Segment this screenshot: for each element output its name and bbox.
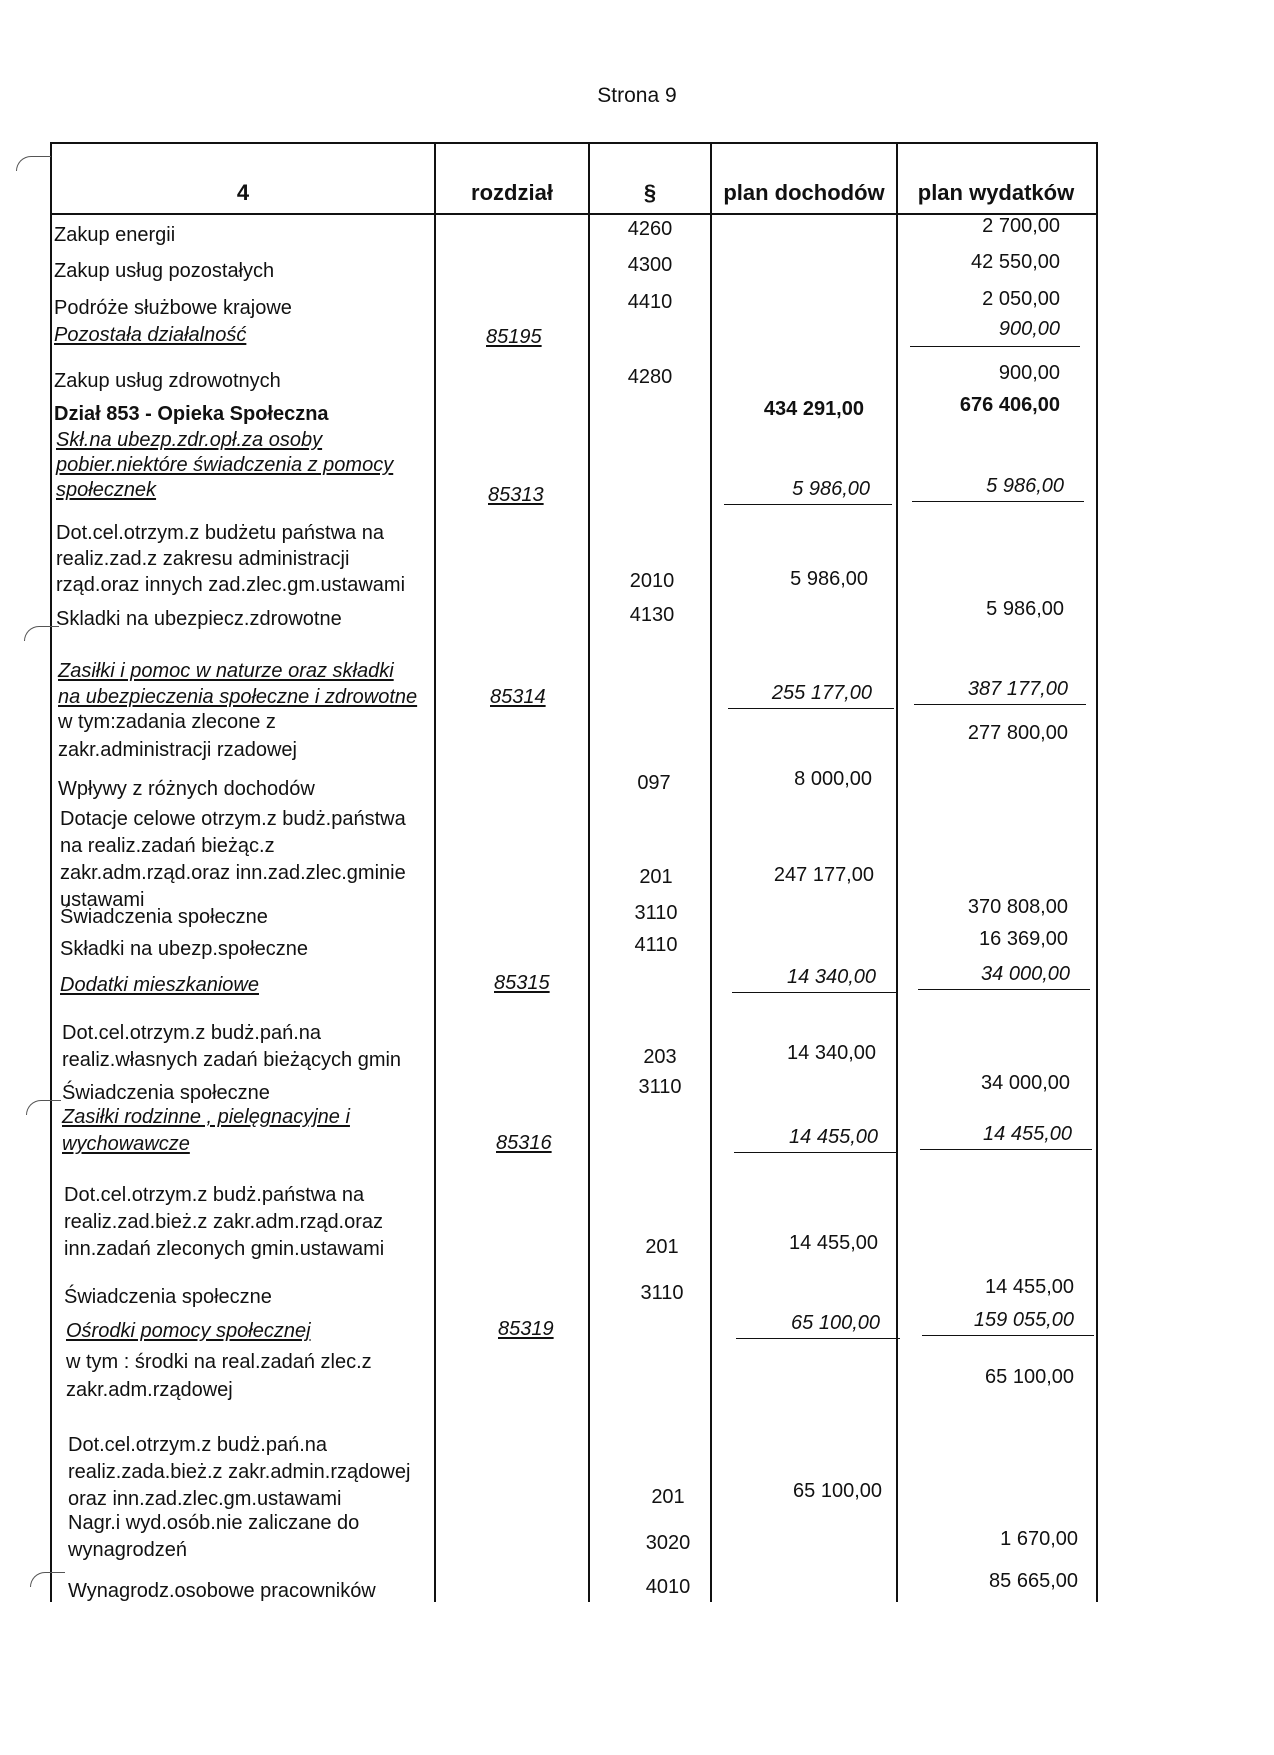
- subtotal-plan-dochodow: 255 177,00: [771, 682, 872, 704]
- subtotal-plan-dochodow: 5 986,00: [792, 478, 870, 500]
- subtotal-underline: [920, 1149, 1092, 1150]
- row-paragraf: 201: [651, 1486, 685, 1508]
- subtotal-plan-wydatkow: 387 177,00: [967, 678, 1068, 700]
- row-plan-wydatkow: 5 986,00: [986, 598, 1064, 620]
- row-plan-dochodow: 65 100,00: [793, 1480, 882, 1502]
- row-paragraf: 203: [643, 1046, 677, 1068]
- subtotal-plan-wydatkow: 900,00: [998, 318, 1060, 340]
- row-plan-wydatkow: 2 700,00: [982, 215, 1060, 237]
- row-paragraf: 3020: [645, 1532, 691, 1554]
- row-name: Wpływy z różnych dochodów: [58, 778, 315, 800]
- row-name: Świadczenia społeczne: [60, 906, 268, 928]
- row-plan-wydatkow: 65 100,00: [985, 1366, 1074, 1388]
- row-name: Zakup usług zdrowotnych: [54, 370, 281, 392]
- row-name: Dot.cel.otrzym.z budż.pań.na realiz.własnych zadań bieżących gmin: [62, 1022, 402, 1071]
- row-rozdzial: 85315: [494, 972, 550, 994]
- row-paragraf: 201: [639, 866, 673, 888]
- row-plan-dochodow: 247 177,00: [773, 864, 874, 886]
- division-plan-wydatkow: 676 406,00: [959, 394, 1060, 416]
- subtotal-plan-dochodow: 14 455,00: [789, 1126, 878, 1148]
- row-paragraf: 2010: [629, 570, 675, 592]
- subtotal-underline: [922, 1335, 1094, 1336]
- row-plan-wydatkow: 2 050,00: [982, 288, 1060, 310]
- binder-mark: [26, 1100, 61, 1115]
- row-paragraf: 4010: [645, 1576, 691, 1598]
- row-name: Zakup energii: [54, 224, 176, 246]
- row-plan-wydatkow: 370 808,00: [967, 896, 1068, 918]
- row-name: Podróże służbowe krajowe: [54, 297, 292, 319]
- row-plan-wydatkow: 85 665,00: [989, 1570, 1078, 1592]
- subtotal-plan-wydatkow: 34 000,00: [981, 963, 1070, 985]
- row-plan-dochodow: 14 340,00: [787, 1042, 876, 1064]
- row-plan-wydatkow: 42 550,00: [971, 251, 1060, 273]
- row-paragraf: 4280: [627, 366, 673, 388]
- subtotal-plan-dochodow: 65 100,00: [791, 1312, 880, 1334]
- row-paragraf: 4260: [627, 218, 673, 240]
- subtotal-plan-wydatkow: 159 055,00: [973, 1309, 1074, 1331]
- binder-mark: [16, 156, 51, 171]
- col-border-1: [434, 142, 436, 1602]
- row-name: Nagr.i wyd.osób.nie zaliczane do wynagrodzeń: [68, 1512, 360, 1561]
- binder-mark: [24, 626, 59, 641]
- subtotal-underline: [728, 708, 894, 709]
- row-paragraf: 201: [645, 1236, 679, 1258]
- subtotal-underline: [910, 346, 1080, 347]
- row-plan-dochodow: 8 000,00: [794, 768, 872, 790]
- row-name: Wynagrodz.osobowe pracowników: [68, 1580, 376, 1602]
- division-plan-dochodow: 434 291,00: [763, 398, 864, 420]
- col-border-0: [50, 142, 52, 1602]
- subtotal-plan-wydatkow: 5 986,00: [986, 475, 1064, 497]
- row-rozdzial: 85314: [490, 686, 546, 708]
- subtotal-underline: [734, 1152, 898, 1153]
- row-note: w tym:zadania zlecone z zakr.administracji rzadowej: [58, 711, 297, 761]
- row-name: Dot.cel.otrzym.z budż.państwa na realiz.zad.bież.z zakr.adm.rząd.oraz inn.zadań zleconych gmin.ustawami: [64, 1184, 385, 1260]
- division-title: Dział 853 - Opieka Społeczna: [54, 403, 329, 425]
- row-paragraf: 3110: [634, 902, 678, 924]
- row-rozdzial: 85313: [488, 484, 544, 506]
- col-border-4: [896, 142, 898, 1602]
- header-plan-wydatkow: plan wydatków: [917, 180, 1075, 205]
- row-rozdzial: 85195: [486, 326, 542, 348]
- subtotal-underline: [736, 1338, 900, 1339]
- row-plan-dochodow: 14 455,00: [789, 1232, 878, 1254]
- row-note: w tym : środki na real.zadań zlec.z zakr.adm.rządowej: [66, 1351, 372, 1401]
- section-title: Ośrodki pomocy społecznej: [66, 1320, 311, 1342]
- section-title: Dodatki mieszkaniowe: [60, 974, 259, 996]
- row-name: Zakup usług pozostałych: [54, 260, 275, 282]
- row-paragraf: 4130: [629, 604, 675, 626]
- row-plan-wydatkow: 16 369,00: [979, 928, 1068, 950]
- row-plan-wydatkow: 277 800,00: [967, 722, 1068, 744]
- row-paragraf: 4410: [627, 291, 673, 313]
- row-rozdzial: 85319: [498, 1318, 554, 1340]
- row-name: Dotacje celowe otrzym.z budż.państwa na realiz.zadań bieżąc.z zakr.adm.rząd.oraz inn.zad.zlec.gminie ustawami: [60, 808, 406, 911]
- section-title: Zasiłki i pomoc w naturze oraz składki na ubezpieczenia społeczne i zdrowotne: [58, 660, 418, 708]
- row-name: Składki na ubezp.społeczne: [60, 938, 308, 960]
- section-title: Zasiłki rodzinne , pielęgnacyjne i wychowawcze: [62, 1106, 350, 1155]
- row-name: Świadczenia społeczne: [64, 1286, 272, 1308]
- row-rozdzial: 85316: [496, 1132, 552, 1154]
- row-name: Dot.cel.otrzym.z budżetu państwa na realiz.zad.z zakresu administracji rząd.oraz innych zad.zlec.gm.ustawami: [56, 522, 406, 596]
- row-name: Skladki na ubezpiecz.zdrowotne: [56, 608, 342, 630]
- row-name: Dot.cel.otrzym.z budż.pań.na realiz.zada.bież.z zakr.admin.rządowej oraz inn.zad.zlec.gm.ustawami: [68, 1434, 411, 1510]
- subtotal-plan-wydatkow: 14 455,00: [983, 1123, 1072, 1145]
- header-plan-dochodow: plan dochodów: [723, 180, 885, 205]
- section-title: Skł.na ubezp.zdr.opł.za osoby pobier.niektóre świadczenia z pomocy społecznek: [56, 429, 394, 501]
- row-paragraf: 3110: [638, 1076, 682, 1098]
- row-plan-wydatkow: 34 000,00: [981, 1072, 1070, 1094]
- row-name: Świadczenia społeczne: [62, 1082, 270, 1104]
- subtotal-plan-dochodow: 14 340,00: [787, 966, 876, 988]
- header-paragraf: §: [643, 180, 657, 205]
- page-number: Strona 9: [597, 84, 677, 107]
- row-paragraf: 3110: [640, 1282, 684, 1304]
- subtotal-underline: [724, 504, 892, 505]
- subtotal-underline: [912, 501, 1084, 502]
- row-plan-wydatkow: 900,00: [998, 362, 1060, 384]
- col-border-2: [588, 142, 590, 1602]
- subtotal-underline: [918, 989, 1090, 990]
- row-plan-wydatkow: 14 455,00: [985, 1276, 1074, 1298]
- row-plan-wydatkow: 1 670,00: [1000, 1528, 1078, 1550]
- col-border-5: [1096, 142, 1098, 1602]
- row-paragraf: 4300: [627, 254, 673, 276]
- header-rozdzial: rozdział: [471, 180, 553, 205]
- header-col-4: 4: [236, 180, 250, 205]
- row-plan-dochodow: 5 986,00: [790, 568, 868, 590]
- subtotal-underline: [914, 704, 1086, 705]
- binder-mark: [30, 1572, 65, 1587]
- row-paragraf: 097: [637, 772, 671, 794]
- row-paragraf: 4110: [634, 934, 678, 956]
- subtotal-underline: [732, 992, 896, 993]
- table-top-border: [50, 142, 1096, 144]
- section-title: Pozostała działalność: [54, 324, 247, 346]
